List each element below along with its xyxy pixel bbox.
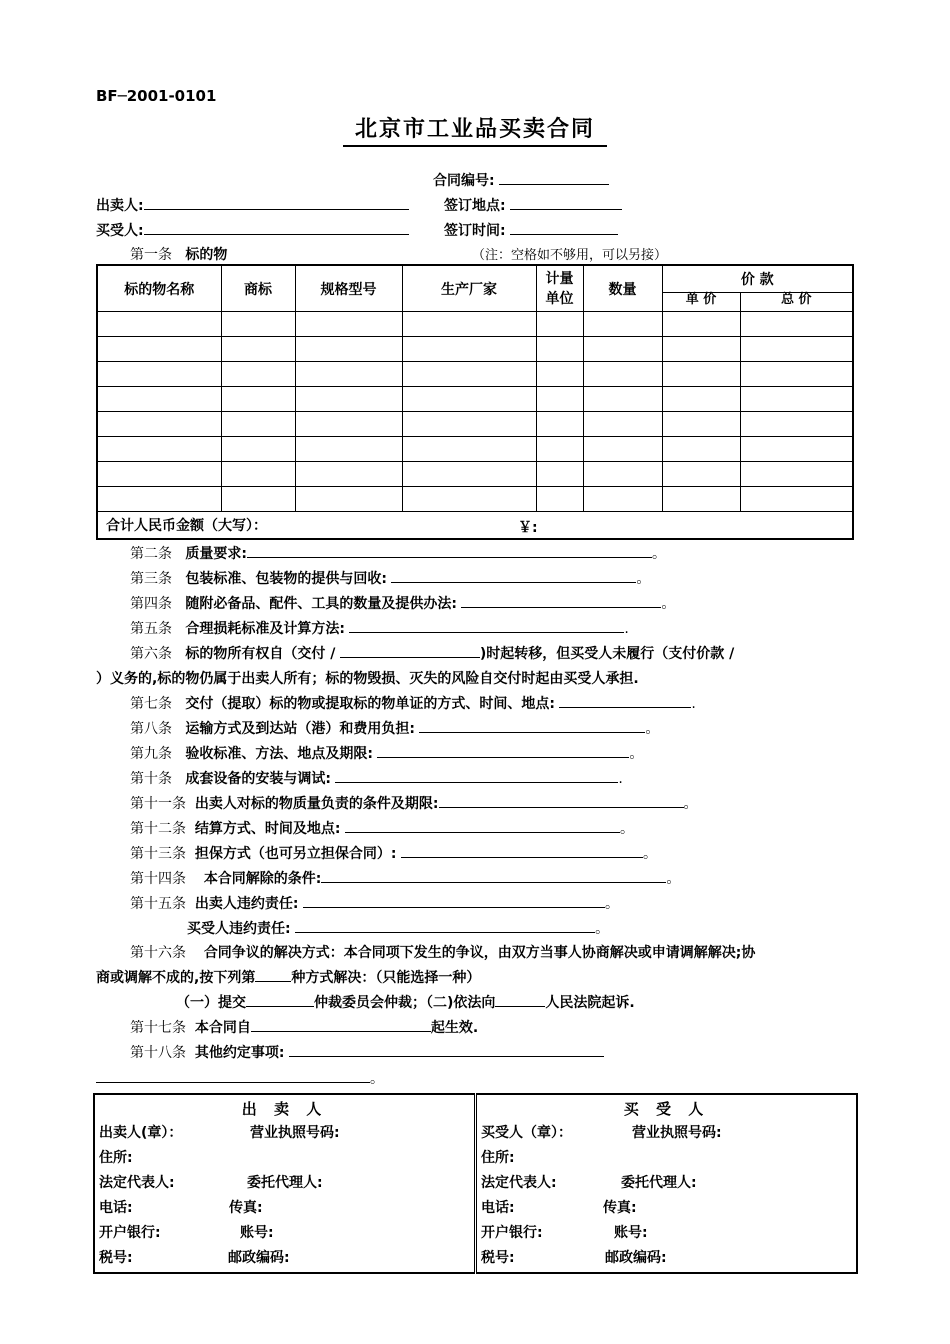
goods-table — [96, 264, 854, 540]
clause-12-field[interactable] — [345, 818, 620, 833]
table-row — [97, 462, 853, 487]
clause-18-continued: 。 — [96, 1068, 384, 1088]
clause-4: 第四条 随附必备品、配件、工具的数量及提供办法: 。 — [130, 593, 675, 613]
total-amount-row: 合计人民币金额（大写）： ￥: — [97, 512, 853, 540]
clause-8-field[interactable] — [419, 718, 645, 733]
col-header-quantity: 数量 — [583, 265, 662, 312]
sign-time-field[interactable] — [510, 220, 618, 235]
clause-1: 第一条 标的物 — [130, 247, 228, 263]
seller-field[interactable] — [144, 195, 409, 210]
sign-place-field[interactable] — [510, 195, 622, 210]
clause-16-continued: 商或调解不成的,按下列第 种方式解决：（只能选择一种） — [96, 967, 480, 987]
page-title: 北京市工业品买卖合同 — [0, 112, 950, 147]
clause-15-buyer: 买受人违约责任: 。 — [187, 918, 609, 938]
col-header-unit: 计量单位 — [536, 265, 583, 312]
document-code: BF─2001-0101 — [96, 87, 217, 105]
seller-signature-block: 出 卖 人 出卖人(章）： 营业执照号码: 住所: 法定代表人: 委托代理人: 电话: 传真: 开户银行: 账号: 税号: 邮政编码: — [94, 1094, 476, 1273]
signature-table — [93, 1093, 858, 1274]
table-row — [97, 487, 853, 512]
clause-18-field-2[interactable] — [96, 1068, 370, 1083]
clause-2: 第二条 质量要求: 。 — [130, 543, 666, 563]
clause-13: 第十三条 担保方式（也可另立担保合同）: 。 — [130, 843, 657, 863]
col-header-name: 标的物名称 — [97, 265, 221, 312]
clause-18: 第十八条 其他约定事项: — [130, 1042, 604, 1062]
clause-18-field[interactable] — [289, 1042, 604, 1057]
clause-3: 第三条 包装标准、包装物的提供与回收: 。 — [130, 568, 650, 588]
clause-16: 第十六条 合同争议的解决方式：本合同项下发生的争议，由双方当事人协商解决或申请调解解决;协 — [130, 945, 756, 961]
buyer-block-title: 买 受 人 — [623, 1100, 710, 1118]
col-header-brand: 商标 — [221, 265, 295, 312]
clause-14: 第十四条 本合同解除的条件: 。 — [130, 868, 680, 888]
col-header-price: 价 款 — [662, 265, 853, 293]
clause-11: 第十一条 出卖人对标的物质量负责的条件及期限: 。 — [130, 793, 698, 813]
buyer-signature-block: 买 受 人 买受人（章）： 营业执照号码: 住所: 法定代表人: 委托代理人: 电话: 传真: 开户银行: 账号: 税号: 邮政编码: — [476, 1094, 858, 1273]
buyer-field[interactable] — [144, 220, 409, 235]
clause-17: 第十七条 本合同自 起生效. — [130, 1017, 478, 1037]
clause-6-field[interactable] — [340, 643, 480, 658]
table-row — [97, 312, 853, 337]
clause-10: 第十条 成套设备的安装与调试: . — [130, 768, 623, 788]
seller-label: 出卖人: — [96, 195, 409, 215]
table-row — [97, 387, 853, 412]
clause-3-field[interactable] — [391, 568, 636, 583]
sign-time-label: 签订时间: — [444, 220, 618, 240]
clause-6: 第六条 标的物所有权自（交付 / )时起转移，但买受人未履行（支付价款 / — [130, 643, 734, 663]
col-header-model: 规格型号 — [295, 265, 402, 312]
clause-17-field[interactable] — [251, 1017, 431, 1032]
buyer-label: 买受人: — [96, 220, 409, 240]
clause-5-field[interactable] — [349, 618, 624, 633]
contract-number-label: 合同编号: — [433, 170, 609, 190]
sign-place-label: 签订地点: — [444, 195, 622, 215]
clause-14-field[interactable] — [321, 868, 666, 883]
clause-12: 第十二条 结算方式、时间及地点: 。 — [130, 818, 634, 838]
clause-5: 第五条 合理损耗标准及计算方法: . — [130, 618, 629, 638]
court-field[interactable] — [495, 992, 545, 1007]
clause-11-field[interactable] — [439, 793, 684, 808]
clause-7: 第七条 交付（提取）标的物或提取标的物单证的方式、时间、地点: . — [130, 693, 696, 713]
col-header-manufacturer: 生产厂家 — [402, 265, 536, 312]
table-row — [97, 412, 853, 437]
arbitration-commission-field[interactable] — [246, 992, 314, 1007]
clause-13-field[interactable] — [401, 843, 643, 858]
clause-2-field[interactable] — [247, 543, 652, 558]
clause-1-note: （注：空格如不够用，可以另接） — [472, 248, 668, 263]
clause-8: 第八条 运输方式及到达站（港）和费用负担: 。 — [130, 718, 659, 738]
table-row — [97, 337, 853, 362]
table-row — [97, 362, 853, 387]
clause-15-seller-field[interactable] — [303, 893, 605, 908]
clause-4-field[interactable] — [461, 593, 661, 608]
clause-15-buyer-field[interactable] — [295, 918, 595, 933]
table-row — [97, 437, 853, 462]
clause-16-choice-field[interactable] — [255, 967, 291, 982]
clause-6-continued: ）义务的,标的物仍属于出卖人所有；标的物毁损、灭失的风险自交付时起由买受人承担. — [96, 671, 639, 687]
clause-16-options: （一）提交 仲裁委员会仲裁；（二)依法向 人民法院起诉. — [176, 992, 635, 1012]
seller-block-title: 出 卖 人 — [241, 1100, 328, 1118]
col-header-total-price: 总 价 — [740, 293, 853, 312]
contract-number-field[interactable] — [499, 170, 609, 185]
clause-15: 第十五条 出卖人违约责任: 。 — [130, 893, 619, 913]
clause-9: 第九条 验收标准、方法、地点及期限: 。 — [130, 743, 643, 763]
col-header-unit-price: 单 价 — [662, 293, 740, 312]
clause-9-field[interactable] — [377, 743, 629, 758]
clause-7-field[interactable] — [559, 693, 691, 708]
clause-10-field[interactable] — [335, 768, 618, 783]
